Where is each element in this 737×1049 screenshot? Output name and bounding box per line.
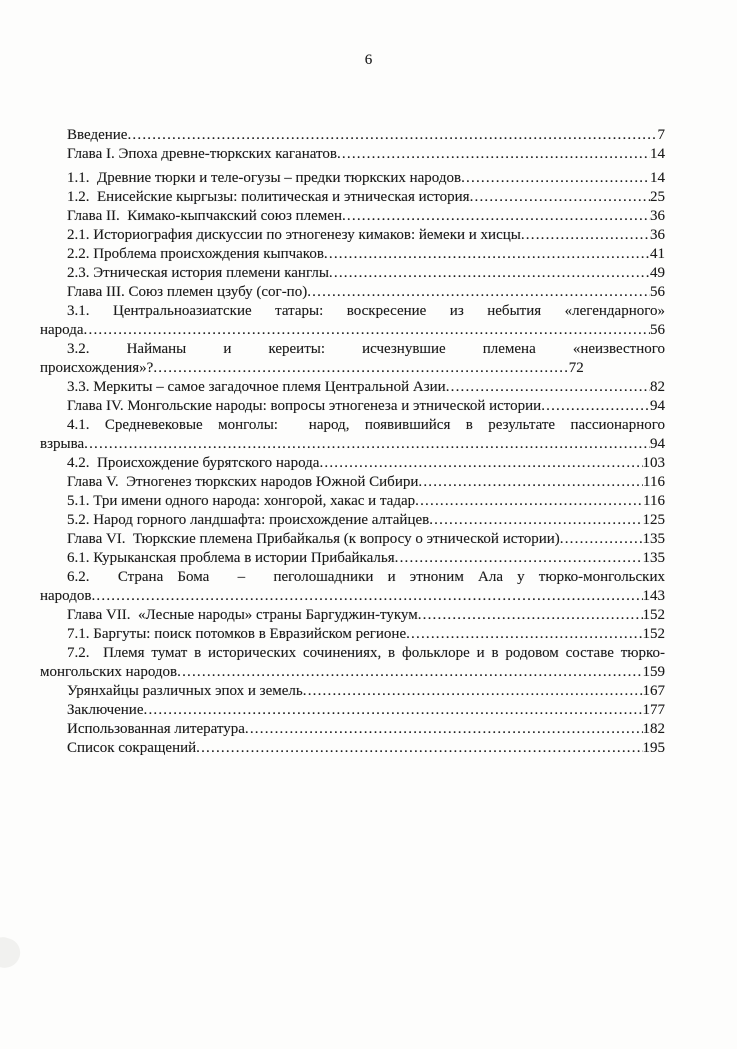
dot-leader	[153, 359, 568, 378]
toc-entry-title: 7.1. Баргуты: поиск потомков в Евразийском регионе	[67, 626, 407, 642]
toc-entry-page: 36	[650, 208, 665, 224]
toc-entry-title: Глава VII. «Лесные народы» страны Баргуджин-тукум	[67, 607, 418, 623]
toc-entry	[67, 739, 665, 758]
toc-entry-title: Урянхайцы различных эпох и земель	[67, 683, 303, 699]
toc-entry-page: 135	[642, 531, 665, 547]
toc-entry-page: 7	[657, 127, 665, 143]
toc-entry-page: 36	[650, 227, 665, 243]
toc-entry-title: Глава I. Эпоха древне-тюркских каганатов	[67, 146, 337, 162]
toc-entry-title: 1.1. Древние тюрки и теле-огузы – предки тюркских народов	[67, 170, 462, 186]
toc-entry	[67, 226, 665, 245]
toc-entry-page: 56	[650, 284, 665, 300]
toc-entry-page: 195	[642, 740, 665, 756]
toc-entry-continuation	[40, 359, 584, 378]
toc-entry-page: 94	[650, 436, 665, 452]
toc-entry-page: 14	[650, 146, 665, 162]
toc-entry-title-line2: взрыва	[40, 436, 85, 452]
dot-leader	[329, 264, 650, 283]
toc-entry-title: 6.1. Курыканская проблема в истории Прибайкалья	[67, 550, 395, 566]
dot-leader	[196, 739, 642, 758]
dot-leader	[461, 169, 650, 188]
toc-entry-title-line1: 3.2. Найманы и кереиты: исчезнувшие племена «неизвестного	[67, 341, 665, 357]
dot-leader	[91, 587, 642, 606]
toc-entry-title-line2: происхождения»?	[40, 360, 154, 376]
toc-entry	[67, 606, 665, 625]
dot-leader	[303, 682, 643, 701]
toc-entry	[67, 492, 665, 511]
toc-entry	[67, 378, 665, 397]
toc-entry-title: 4.2. Происхождение бурятского народа	[67, 455, 320, 471]
toc-entry-page: 182	[642, 721, 665, 737]
toc-entry	[67, 549, 665, 568]
toc-entry-title: Глава V. Этногенез тюркских народов Южной Сибири	[67, 474, 419, 490]
toc-entry-page: 152	[642, 607, 665, 623]
toc-entry-title: Глава II. Кимако-кыпчакский союз племен	[67, 208, 342, 224]
toc-entry-page: 143	[642, 588, 665, 604]
dot-leader	[177, 663, 642, 682]
toc-entry	[67, 511, 665, 530]
toc-entry-page: 125	[642, 512, 665, 528]
toc-entry-title-line1: 4.1. Средневековые монголы: народ, появившийся в результате пассионарного	[67, 417, 665, 433]
toc-entry	[67, 126, 665, 145]
toc-entry	[67, 188, 665, 207]
toc-entry-page: 116	[643, 474, 665, 490]
toc-entry-title: 3.3. Меркиты – самое загадочное племя Центральной Азии	[67, 379, 446, 395]
toc-entry-page: 14	[650, 170, 665, 186]
toc-entry-title: 5.1. Три имени одного народа: хонгорой, хакас и тадар	[67, 493, 416, 509]
toc-entry	[67, 245, 665, 264]
dot-leader	[127, 126, 657, 145]
dot-leader	[429, 511, 642, 530]
dot-leader	[144, 701, 643, 720]
toc-entry-page: 152	[642, 626, 665, 642]
toc-entry	[40, 340, 665, 378]
toc-entry-title-line2: народа	[40, 322, 84, 338]
toc-entry	[40, 302, 665, 340]
toc-entry	[67, 701, 665, 720]
toc-entry-page: 103	[642, 455, 665, 471]
toc-entry	[40, 568, 665, 606]
toc-entry	[67, 283, 665, 302]
dot-leader	[395, 549, 643, 568]
toc-entry-page: 135	[642, 550, 665, 566]
dot-leader	[418, 606, 643, 625]
toc-entry-title: Глава III. Союз племен цзубу (сог-по)	[67, 284, 308, 300]
toc-entry-page: 94	[650, 398, 665, 414]
toc-entry	[67, 530, 665, 549]
toc-entry	[40, 644, 665, 682]
toc-entry-title: Заключение	[67, 702, 144, 718]
toc-entry-page: 41	[650, 246, 665, 262]
dot-leader	[342, 207, 650, 226]
toc-entry-title: Использованная литература	[67, 721, 245, 737]
toc-entry-page: 159	[642, 664, 665, 680]
dot-leader	[470, 188, 650, 207]
toc-entry-title-line2: народов	[40, 588, 92, 604]
dot-leader	[84, 435, 650, 454]
toc-entry-title: Список сокращений	[67, 740, 197, 756]
scan-artifact	[0, 934, 24, 972]
toc-entry	[67, 145, 665, 164]
toc-entry-continuation	[40, 663, 665, 682]
toc-entry-page: 56	[650, 322, 665, 338]
toc-entry-title: Глава IV. Монгольские народы: вопросы этногенеза и этнической истории	[67, 398, 542, 414]
toc-entry-page: 82	[650, 379, 665, 395]
toc-entry-title: 1.2. Енисейские кыргызы: политическая и этническая история	[67, 189, 470, 205]
table-of-contents	[40, 126, 665, 758]
toc-entry	[67, 720, 665, 739]
dot-leader	[324, 245, 650, 264]
toc-entry-title: Введение	[67, 127, 128, 143]
dot-leader	[560, 530, 643, 549]
toc-entry	[67, 207, 665, 226]
dot-leader	[418, 473, 643, 492]
toc-entry-title: 2.2. Проблема происхождения кыпчаков	[67, 246, 324, 262]
toc-entry	[67, 397, 665, 416]
toc-entry	[67, 682, 665, 701]
toc-entry-title-line1: 6.2. Страна Бома – пеголошадники и этноним Ала у тюрко-монгольских	[67, 569, 665, 585]
dot-leader	[406, 625, 642, 644]
dot-leader	[337, 145, 650, 164]
toc-entry-page: 25	[650, 189, 665, 205]
dot-leader	[415, 492, 643, 511]
dot-leader	[307, 283, 650, 302]
toc-entry-page: 167	[642, 683, 665, 699]
toc-entry-page: 72	[568, 360, 584, 376]
dot-leader	[245, 720, 643, 739]
toc-entry-page: 49	[650, 265, 665, 281]
toc-entry-continuation	[40, 587, 665, 606]
toc-entry	[67, 473, 665, 492]
toc-entry	[67, 169, 665, 188]
dot-leader	[446, 378, 650, 397]
toc-entry	[40, 416, 665, 454]
toc-entry-title: 2.1. Историография дискуссии по этногенезу кимаков: йемеки и хисцы	[67, 227, 521, 243]
dot-leader	[521, 226, 650, 245]
toc-entry-title: 5.2. Народ горного ландшафта: происхождение алтайцев	[67, 512, 430, 528]
toc-entry-title-line1: 3.1. Центральноазиатские татары: воскресение из небытия «легендарного»	[67, 303, 665, 319]
dot-leader	[541, 397, 650, 416]
dot-leader	[319, 454, 642, 473]
toc-entry-title: 2.3. Этническая история племени канглы	[67, 265, 329, 281]
toc-entry-continuation	[40, 321, 665, 340]
toc-entry-page: 177	[642, 702, 665, 718]
toc-entry-continuation	[40, 435, 665, 454]
toc-entry-title-line1: 7.2. Племя тумат в исторических сочинениях, в фольклоре и в родовом составе тюрко-	[67, 645, 665, 661]
toc-entry-page: 116	[643, 493, 665, 509]
page-number: 6	[364, 52, 373, 68]
toc-entry	[67, 454, 665, 473]
dot-leader	[84, 321, 650, 340]
toc-entry-title: Глава VI. Тюркские племена Прибайкалья (к вопросу о этнической истории)	[67, 531, 560, 547]
toc-entry	[67, 264, 665, 283]
toc-entry	[67, 625, 665, 644]
toc-entry-title-line2: монгольских народов	[40, 664, 178, 680]
